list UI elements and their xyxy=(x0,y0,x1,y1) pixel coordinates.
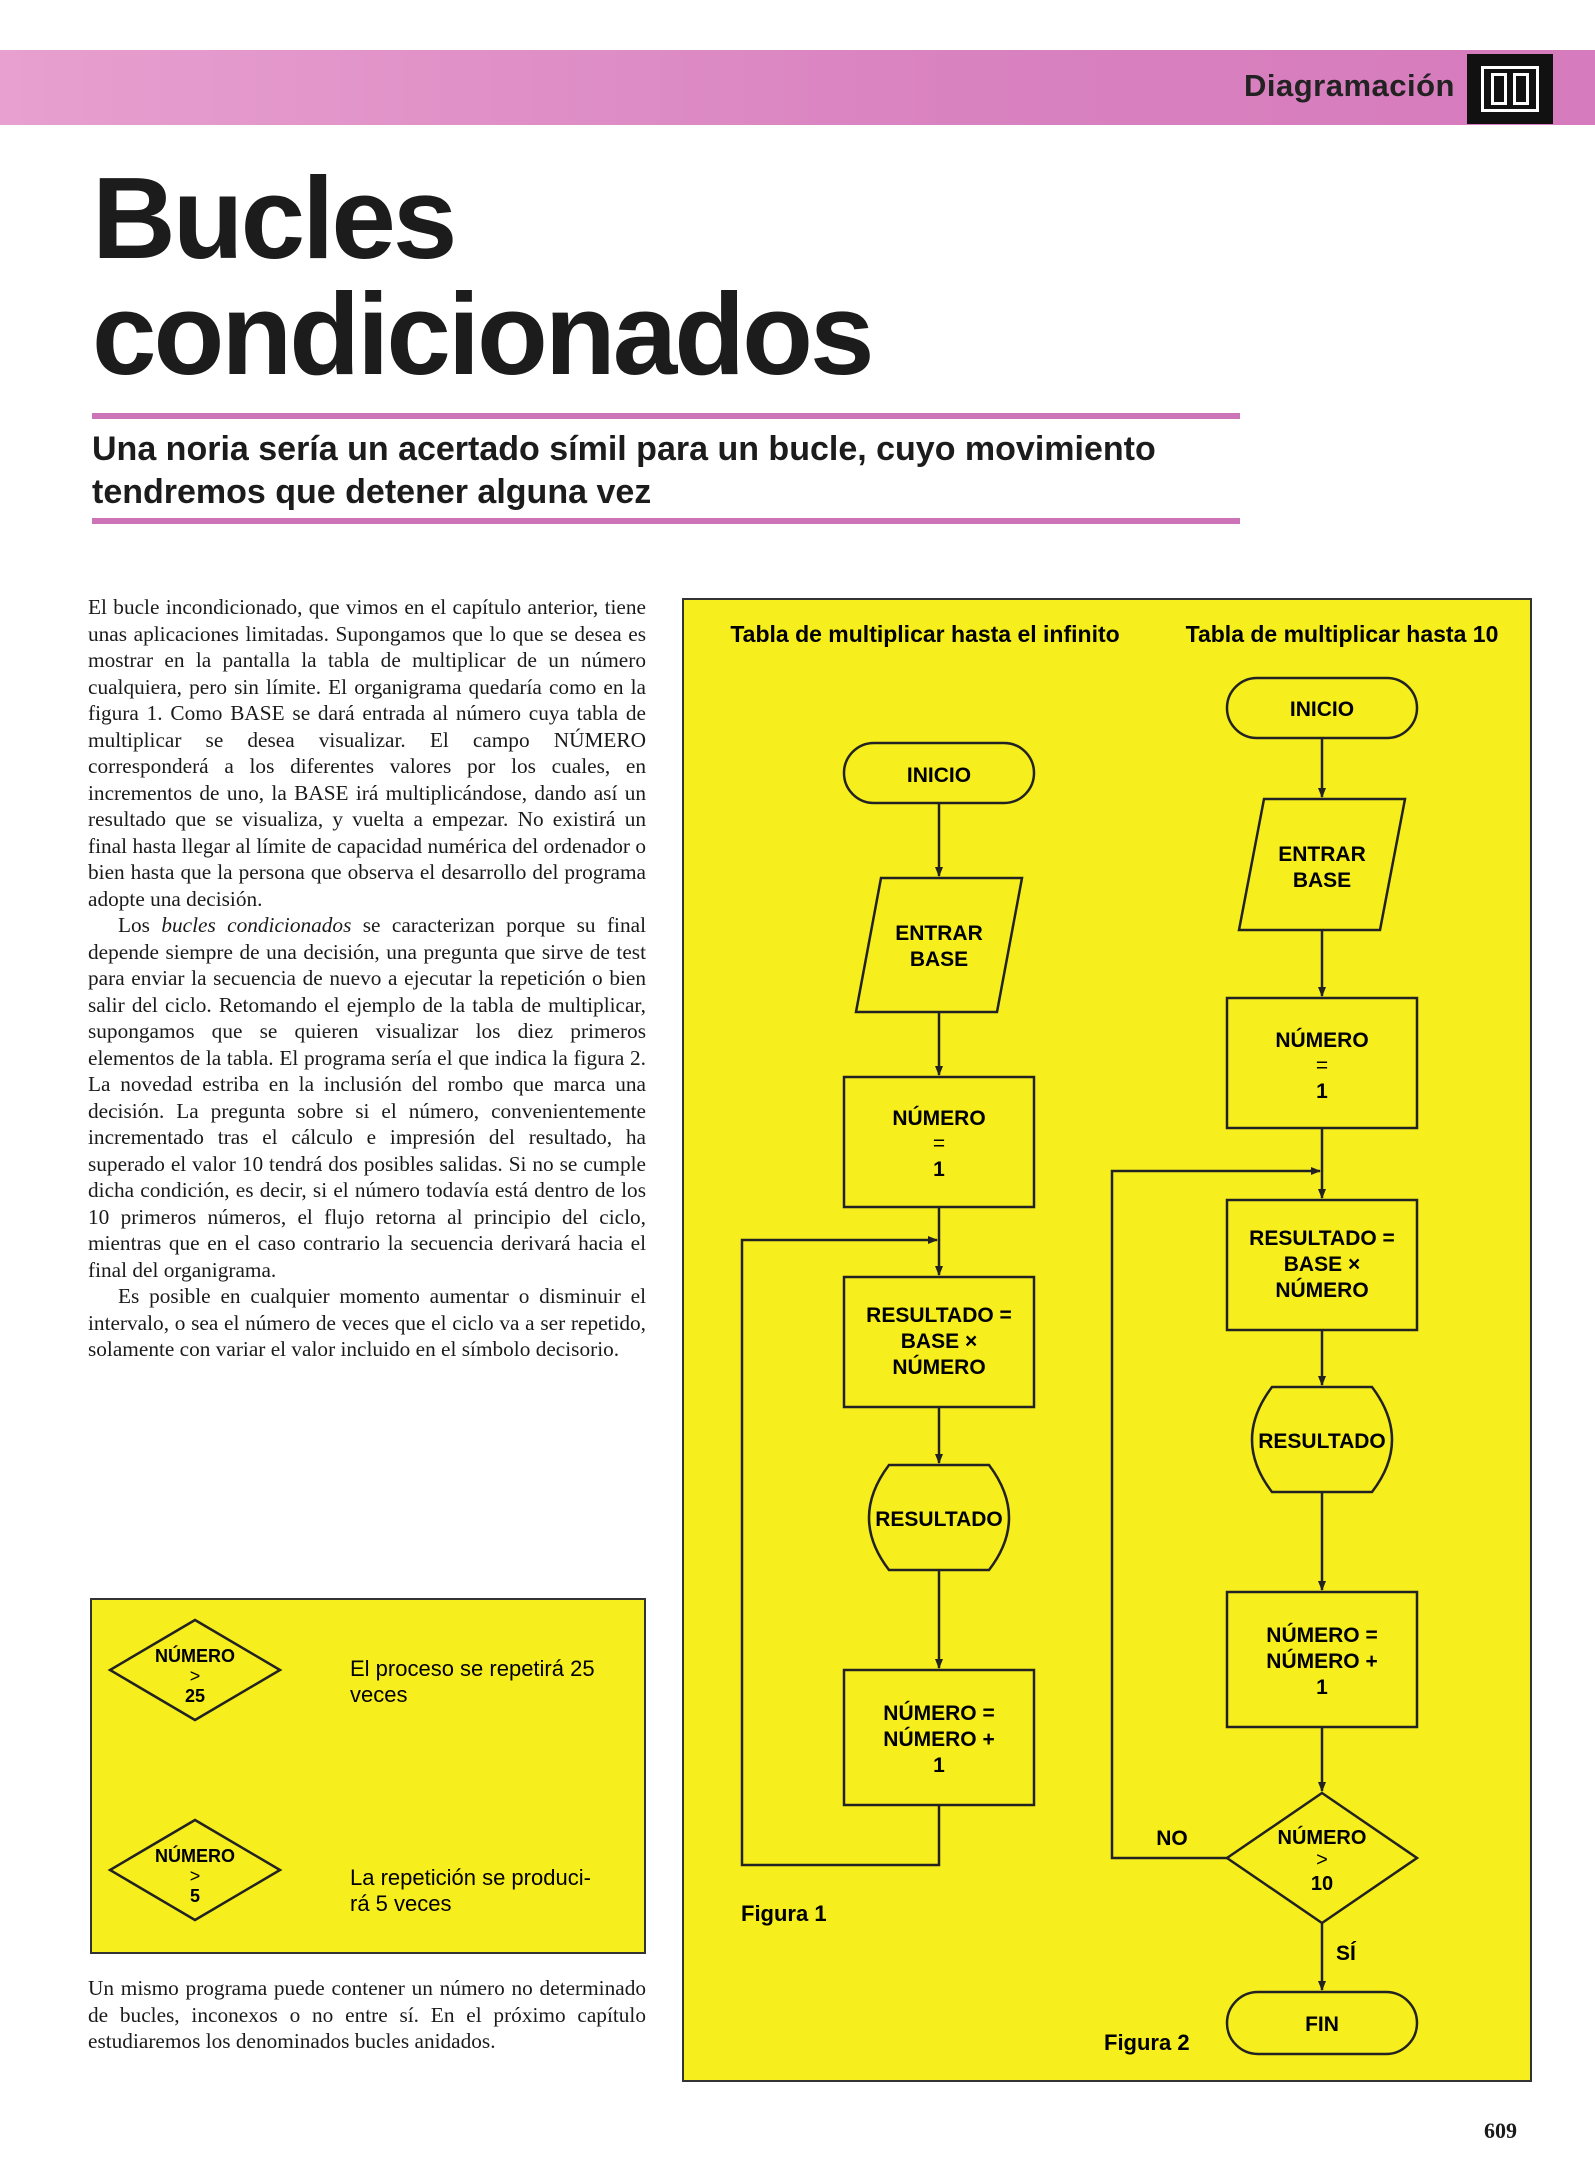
subtitle-rule-bottom xyxy=(92,518,1240,524)
fig2-input-line2: BASE xyxy=(1292,869,1352,892)
diamond-5-caption-line2: rá 5 veces xyxy=(350,1891,452,1916)
diamond-5-line2: > xyxy=(189,1866,201,1886)
fig1-init-line2: = xyxy=(932,1132,946,1155)
diamond-25-caption-line2: veces xyxy=(350,1682,408,1707)
figure-2-label: Figura 2 xyxy=(1104,2030,1190,2055)
paragraph-2 xyxy=(88,912,646,1283)
fig2-incr-line1: NÚMERO = xyxy=(1266,1624,1378,1647)
fig2-init-line2: = xyxy=(1315,1054,1329,1077)
subtitle-rule-top xyxy=(92,413,1240,419)
logo-bar-right xyxy=(1513,73,1529,105)
figure-1-heading: Tabla de multiplicar hasta el infinito xyxy=(730,621,1120,647)
diamond-25-caption-line1: El proceso se repetirá 25 xyxy=(350,1656,595,1681)
fig2-incr-line3: 1 xyxy=(1316,1676,1328,1699)
fig2-calc-line1: RESULTADO = xyxy=(1249,1227,1395,1250)
decision-examples-box xyxy=(90,1598,646,1954)
paragraph-2-emphasis: bucles condicionados xyxy=(161,913,352,937)
closing-paragraph: Un mismo programa puede contener un número no determinado de bucles, inconexos o no entre sí. En el próximo capítulo estudiaremos los denominados bucles anidados. xyxy=(88,1976,646,2053)
fig2-input-line1: ENTRAR xyxy=(1278,843,1366,866)
fig2-init-line3: 1 xyxy=(1316,1080,1328,1103)
body-text xyxy=(88,594,646,1363)
decision-examples-svg xyxy=(92,1600,644,1952)
fig1-display-label: RESULTADO xyxy=(875,1508,1003,1531)
fig1-calc-line2: BASE × xyxy=(900,1330,978,1353)
article-title xyxy=(92,153,872,399)
fig2-no-label: NO xyxy=(1156,1827,1188,1850)
paragraph-2-start: Los xyxy=(118,913,162,937)
fig2-yes-label: SÍ xyxy=(1336,1942,1356,1965)
diamond-5-line1: NÚMERO xyxy=(155,1846,235,1866)
figure-1-label: Figura 1 xyxy=(741,1901,827,1926)
logo-frame xyxy=(1481,66,1539,112)
logo-bar-left xyxy=(1491,73,1507,105)
diamond-25-line1: NÚMERO xyxy=(155,1646,235,1666)
diamond-25-line3: 25 xyxy=(184,1686,206,1706)
fig2-init-line1: NÚMERO xyxy=(1275,1029,1369,1052)
flowcharts-svg xyxy=(684,600,1530,2080)
fig1-init-line1: NÚMERO xyxy=(892,1107,986,1130)
series-logo-icon xyxy=(1467,54,1553,124)
fig1-input-line1: ENTRAR xyxy=(895,922,983,945)
paragraph-3: Es posible en cualquier momento aumentar o disminuir el intervalo, o sea el número de veces que el ciclo va a ser repetido, solamente con variar el valor incluido en el símbolo decisorio. xyxy=(88,1284,646,1361)
paragraph-2-rest: se caracterizan porque su final depende siempre de una decisión, una pregunta que sirve de test para enviar la secuencia de nuevo a ejecutar la repetición o bien salir del ciclo. Retomando el ejemplo de la tabla de multiplicar, supongamos que se quieren visualizar los diez primeros elementos de la tabla. El programa sería el que indica la figura 2. La novedad estriba en la inclusión del rombo que marca una decisión. La pregunta sobre si el número, convenientemente incrementado tras el cálculo e impresión del resultado, ha superado el valor 10 tendrá dos posibles salidas. Si no se cumple dicha condición, es decir, si el número todavía está dentro de los 10 primeros números, el flujo retorna al principio del ciclo, mientras que en el caso contrario la secuencia derivará hacia el final del organigrama. xyxy=(88,913,646,1282)
flowchart-panel xyxy=(682,598,1532,2082)
fig2-end-label: FIN xyxy=(1305,2013,1339,2036)
paragraph-1: El bucle incondicionado, que vimos en el capítulo anterior, tiene unas aplicaciones limitadas. Supongamos que lo que se desea es mostrar en la pantalla la tabla de multiplicar de un número cualquiera, pero sin límite. El organigrama quedaría como en la figura 1. Como BASE se dará entrada al número cuya tabla de multiplicar se desea visualizar. El campo NÚMERO corresponderá a los diferentes valores por los cuales, en incrementos de uno, la BASE irá multiplicándose, dando así un resultado que se visualiza, y vuelta a empezar. No existirá un final hasta llegar al límite de capacidad numérica del ordenador o bien hasta que la persona que observa el desarrollo del programa adopte una decisión. xyxy=(88,595,646,911)
fig1-init-line3: 1 xyxy=(933,1158,945,1181)
title-line-2: condicionados xyxy=(92,269,872,399)
fig2-incr-line2: NÚMERO + xyxy=(1266,1650,1378,1673)
diamond-5-line3: 5 xyxy=(189,1886,201,1906)
fig2-decision-line3: 10 xyxy=(1310,1873,1334,1895)
fig1-input-line2: BASE xyxy=(909,948,969,971)
fig1-incr-line3: 1 xyxy=(933,1754,945,1777)
section-title: Diagramación xyxy=(1243,68,1455,103)
fig1-incr-line2: NÚMERO + xyxy=(883,1728,995,1751)
fig2-start-label: INICIO xyxy=(1289,698,1355,721)
fig2-display-label: RESULTADO xyxy=(1258,1430,1386,1453)
article-subtitle: Una noria sería un acertado símil para un bucle, cuyo movimiento tendremos que detener alguna vez xyxy=(92,430,1156,511)
fig1-input-parallelogram xyxy=(856,878,1022,1012)
fig1-calc-line1: RESULTADO = xyxy=(866,1304,1012,1327)
page-number: 609 xyxy=(1484,2118,1517,2143)
fig2-decision-line2: > xyxy=(1316,1849,1328,1871)
fig1-incr-line1: NÚMERO = xyxy=(883,1702,995,1725)
fig2-calc-line3: NÚMERO xyxy=(1275,1279,1369,1302)
diamond-25-line2: > xyxy=(189,1666,201,1686)
figure-2-heading: Tabla de multiplicar hasta 10 xyxy=(1185,621,1499,647)
fig1-calc-line3: NÚMERO xyxy=(892,1356,986,1379)
diamond-5-caption-line1: La repetición se produci- xyxy=(350,1865,591,1890)
fig2-decision-line1: NÚMERO xyxy=(1277,1827,1367,1849)
fig1-start-label: INICIO xyxy=(906,764,972,787)
title-line-1: Bucles xyxy=(92,153,455,283)
fig2-calc-line2: BASE × xyxy=(1283,1253,1361,1276)
